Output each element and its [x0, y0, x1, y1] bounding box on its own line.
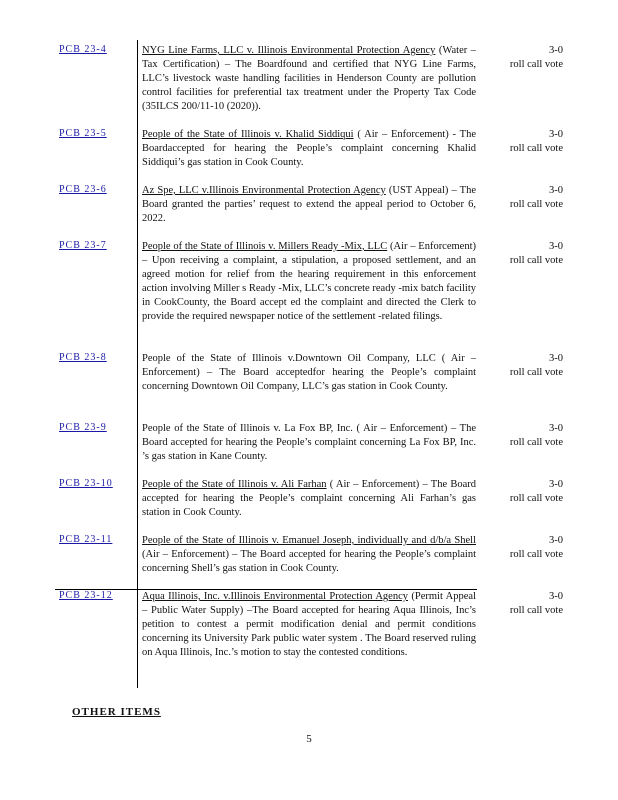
case-number-link[interactable]: PCB 23-9: [59, 422, 107, 433]
case-number-link[interactable]: PCB 23-7: [59, 240, 107, 251]
vote-count: 3-0: [549, 535, 563, 546]
vote-count: 3-0: [549, 129, 563, 140]
case-number-link[interactable]: PCB 23-8: [59, 352, 107, 363]
entry-body: [142, 590, 476, 660]
entry-body: [142, 478, 476, 520]
case-description: (Air – Enforcement) – Upon receiving a complaint, a stipulation, a proposed settlement, and an agreed motion for relief from the hearing requirement in this enforcement action involving Miller s Ready -Mix, LLC’s concrete ready -mix batch facility in CookCounty, the Board accept ed the complaint and directed the Clerk to provide the required newspaper notice of the settlement -related filings.: [142, 241, 476, 322]
section-heading: OTHER ITEMS: [72, 706, 161, 718]
entry-body: [142, 44, 476, 114]
vote-type: roll call vote: [509, 549, 563, 560]
case-number-link[interactable]: PCB 23-6: [59, 184, 107, 195]
case-title: Az Spe, LLC v.Illinois Environmental Protection Agency: [142, 185, 386, 196]
case-number-link[interactable]: PCB 23-11: [59, 534, 113, 545]
case-description: People of the State of Illinois v. La Fox BP, Inc. ( Air – Enforcement) – The Board accepted for hearing the People’s complaint concerning La Fox BP, Inc. ’s gas station in Kane County.: [142, 423, 476, 462]
case-title: Aqua Illinois, Inc. v.Illinois Environmental Protection Agency: [142, 591, 408, 602]
vote-type: roll call vote: [509, 367, 563, 378]
entry-body: [142, 240, 476, 324]
case-description: (UST Appeal) – The Board granted the parties’ request to extend the appeal period to October 6, 2022.: [142, 185, 477, 224]
case-title: NYG Line Farms, LLC v. Illinois Environmental Protection Agency: [142, 45, 436, 56]
vote-count: 3-0: [549, 479, 563, 490]
vote-count: 3-0: [549, 185, 563, 196]
vote-result: [473, 352, 563, 380]
case-title: People of the State of Illinois v. Emanuel Joseph, individually and d/b/a Shell: [142, 535, 476, 546]
case-description: (Water –Tax Certification) – The Boardfound and certified that NYG Line Farms, LLC’s livestock waste handling facilities in Henderson County are pollution control facilities for preferential tax treatment under the Property Tax Code (35ILCS 200/11-10 (2020)).: [142, 45, 476, 112]
case-description: (Air – Enforcement) – The Board accepted for hearing the People’s complaint concerning Shell’s gas station in Cook County.: [142, 549, 476, 574]
vote-result: [473, 590, 563, 618]
vote-result: [473, 240, 563, 268]
case-title: People of the State of Illinois v. Ali Farhan: [142, 479, 327, 490]
entry-body: [142, 128, 476, 170]
case-title: People of the State of Illinois v. Khalid Siddiqui: [142, 129, 354, 140]
vote-type: roll call vote: [509, 605, 563, 616]
vote-result: [473, 478, 563, 506]
entry-body: [142, 534, 476, 576]
vote-type: roll call vote: [509, 59, 563, 70]
vote-type: roll call vote: [509, 493, 563, 504]
vote-result: [473, 44, 563, 72]
case-number-link[interactable]: PCB 23-5: [59, 128, 107, 139]
case-number-link[interactable]: PCB 23-12: [59, 590, 113, 601]
page-number: 5: [306, 733, 312, 745]
case-title: People of the State of Illinois v. Millers Ready -Mix, LLC: [142, 241, 388, 252]
case-description: People of the State of Illinois v.Downtown Oil Company, LLC ( Air –Enforcement) – The Board acceptedfor hearing the People’s complaint concerning Downtown Oil Company, LLC’s gas station in Cook County.: [142, 353, 476, 392]
vote-type: roll call vote: [509, 255, 563, 266]
entry-body: [142, 422, 476, 464]
vote-result: [473, 534, 563, 562]
vote-result: [473, 422, 563, 450]
vote-result: [473, 184, 563, 212]
entry-body: [142, 352, 476, 394]
case-number-link[interactable]: PCB 23-10: [59, 478, 113, 489]
case-number-link[interactable]: PCB 23-4: [59, 44, 107, 55]
column-divider: [137, 40, 138, 688]
case-description: (Permit Appeal – Public Water Supply) –The Board accepted for hearing Aqua Illinois, Inc’s petition to contest a permit modification denial and permit conditions concerning its University Park public water system . The Board reserved ruling on Aqua Illinois, Inc.’s motion to stay the contested conditions.: [142, 591, 477, 658]
vote-type: roll call vote: [509, 143, 563, 154]
vote-count: 3-0: [549, 591, 563, 602]
vote-count: 3-0: [549, 353, 563, 364]
vote-type: roll call vote: [509, 437, 563, 448]
entry-body: [142, 184, 476, 226]
vote-count: 3-0: [549, 423, 563, 434]
vote-count: 3-0: [549, 241, 563, 252]
vote-type: roll call vote: [509, 199, 563, 210]
vote-result: [473, 128, 563, 156]
case-description: ( Air – Enforcement) – The Board accepted for hearing the People’s complaint concerning Ali Farhan’s gas station in Cook County.: [142, 479, 476, 518]
vote-count: 3-0: [549, 45, 563, 56]
case-description: ( Air – Enforcement) - The Boardaccepted for hearing the People’s complaint concerning Khalid Siddiqui’s gas station in Cook County.: [142, 129, 477, 168]
